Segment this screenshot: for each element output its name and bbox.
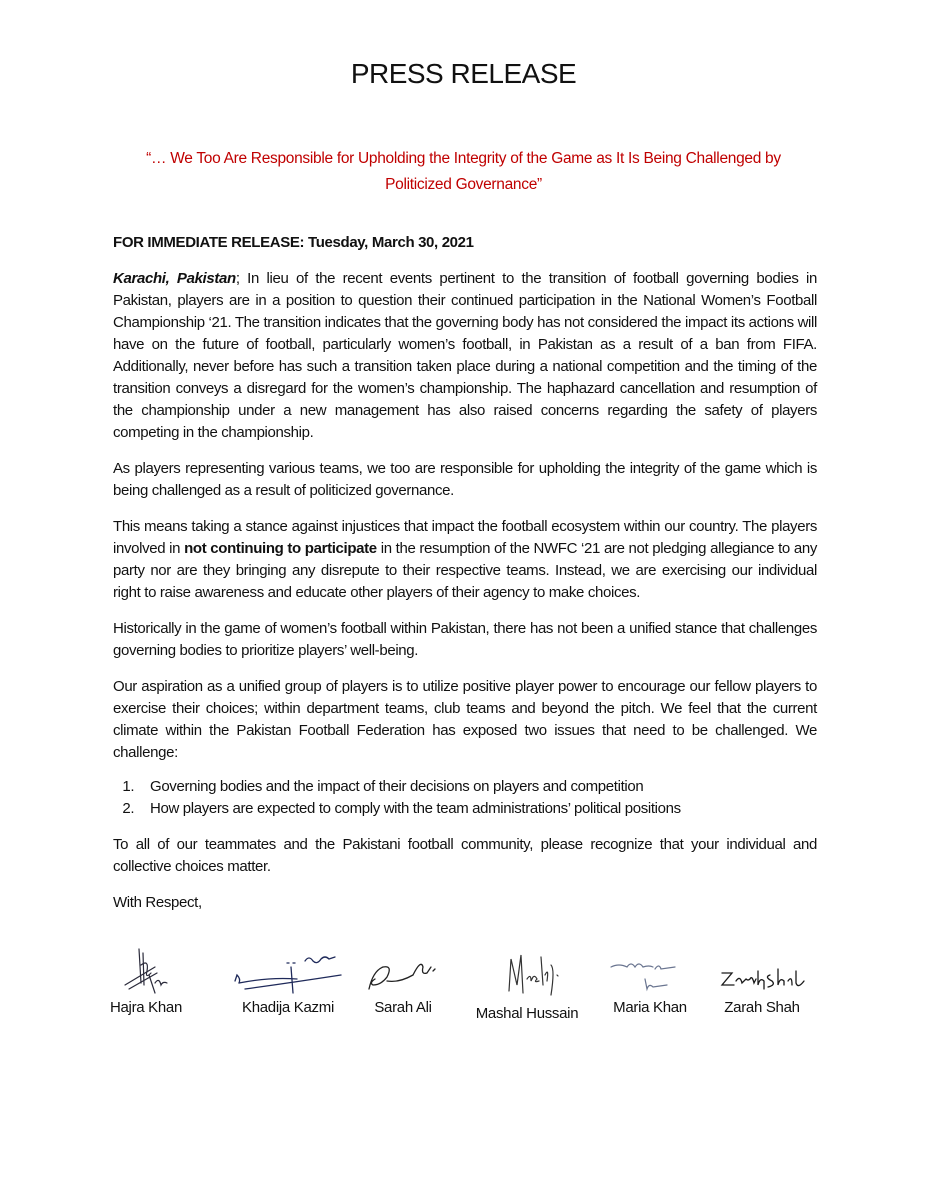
signatory-name: Maria Khan [613, 999, 687, 1016]
signature-zarah-shah-icon [716, 945, 808, 995]
paragraph-intro-text: ; In lieu of the recent events pertinent to the transition of football governing bodies in Pakistan, players are in a position to question their continued participation in the National Women’s Football Championship ‘21. The transition indicates that the governing body has not considered the impact its actions will have on the future of football, particularly women’s football, in Pakistan as a result of a ban from FIFA. Additionally, never before has such a transition taken place during a national competition and the timing of the transition conveys a disregard for the women’s championship. The haphazard cancellation and resumption of the championship under a new management has also raised concerns regarding the safety of players competing in the championship. [113, 270, 817, 441]
signatory [106, 945, 186, 1016]
signatory-name: Zarah Shah [724, 999, 800, 1016]
signatory-name: Mashal Hussain [475, 1005, 579, 1022]
signatory-name: Sarah Ali [374, 999, 432, 1016]
signature-maria-khan-icon [605, 945, 695, 995]
document-body [113, 232, 817, 928]
signatory [228, 945, 348, 1016]
list-item: 1. Governing bodies and the impact of their decisions on players and competition [138, 776, 817, 798]
signatory-name: Hajra Khan [109, 999, 183, 1016]
paragraph-responsibility: As players representing various teams, we too are responsible for upholding the integrity of the game which is being challenged as a result of politicized governance. [113, 460, 817, 499]
paragraph-history: Historically in the game of women’s football within Pakistan, there has not been a unified stance that challenges governing bodies to prioritize players’ well-being. [113, 620, 817, 659]
subtitle-line-2: Politicized Governance” [385, 176, 542, 193]
subtitle-line-1: “… We Too Are Responsible for Upholding the Integrity of the Game as It Is Being Challenged by [146, 150, 781, 167]
signature-sarah-ali-icon [363, 945, 443, 995]
closing-salutation: With Respect, [113, 894, 202, 911]
paragraph-stance-text-2: in the resumption of the NWFC ‘21 are not pledging allegiance to any party nor are they bringing any disrepute to their respective teams. Instead, we are exercising our individual right to raise awareness and educate other players of their agency to make choices. [113, 540, 817, 601]
signature-mashal-hussain-icon [487, 945, 567, 1001]
paragraph-aspiration: Our aspiration as a unified group of players is to utilize positive player power to encourage our fellow players to exercise their choices; within department teams, club teams and beyond the pitch. We feel that the current climate within the Pakistan Football Federation has exposed two issues that need to be challenged. We challenge: [113, 678, 817, 761]
signatory [358, 945, 448, 1016]
challenge-list [113, 776, 817, 820]
signatory [600, 945, 700, 1016]
signature-hajra-khan-icon [111, 945, 181, 995]
paragraph-stance-text-1: This means taking a stance against injustices that impact the football ecosystem within our country. The players involved in [113, 518, 817, 557]
paragraph-intro [113, 268, 817, 444]
paragraph-community: To all of our teammates and the Pakistani football community, please recognize that your individual and collective choices matter. [113, 836, 817, 875]
bold-phrase: not continuing to participate [184, 540, 377, 557]
release-date-line: FOR IMMEDIATE RELEASE: Tuesday, March 30, 2021 [113, 234, 474, 251]
paragraph-stance [113, 516, 817, 604]
page-title: PRESS RELEASE [350, 58, 577, 89]
subtitle-quote [120, 146, 807, 198]
dateline-location: Karachi, Pakistan [113, 270, 236, 287]
list-item: 2. How players are expected to comply with the team administrations’ political positions [138, 798, 817, 820]
signature-block [100, 945, 827, 1035]
signatory-name: Khadija Kazmi [242, 999, 334, 1016]
signatory [712, 945, 812, 1016]
signature-khadija-kazmi-icon [229, 945, 347, 995]
signatory [468, 945, 586, 1022]
